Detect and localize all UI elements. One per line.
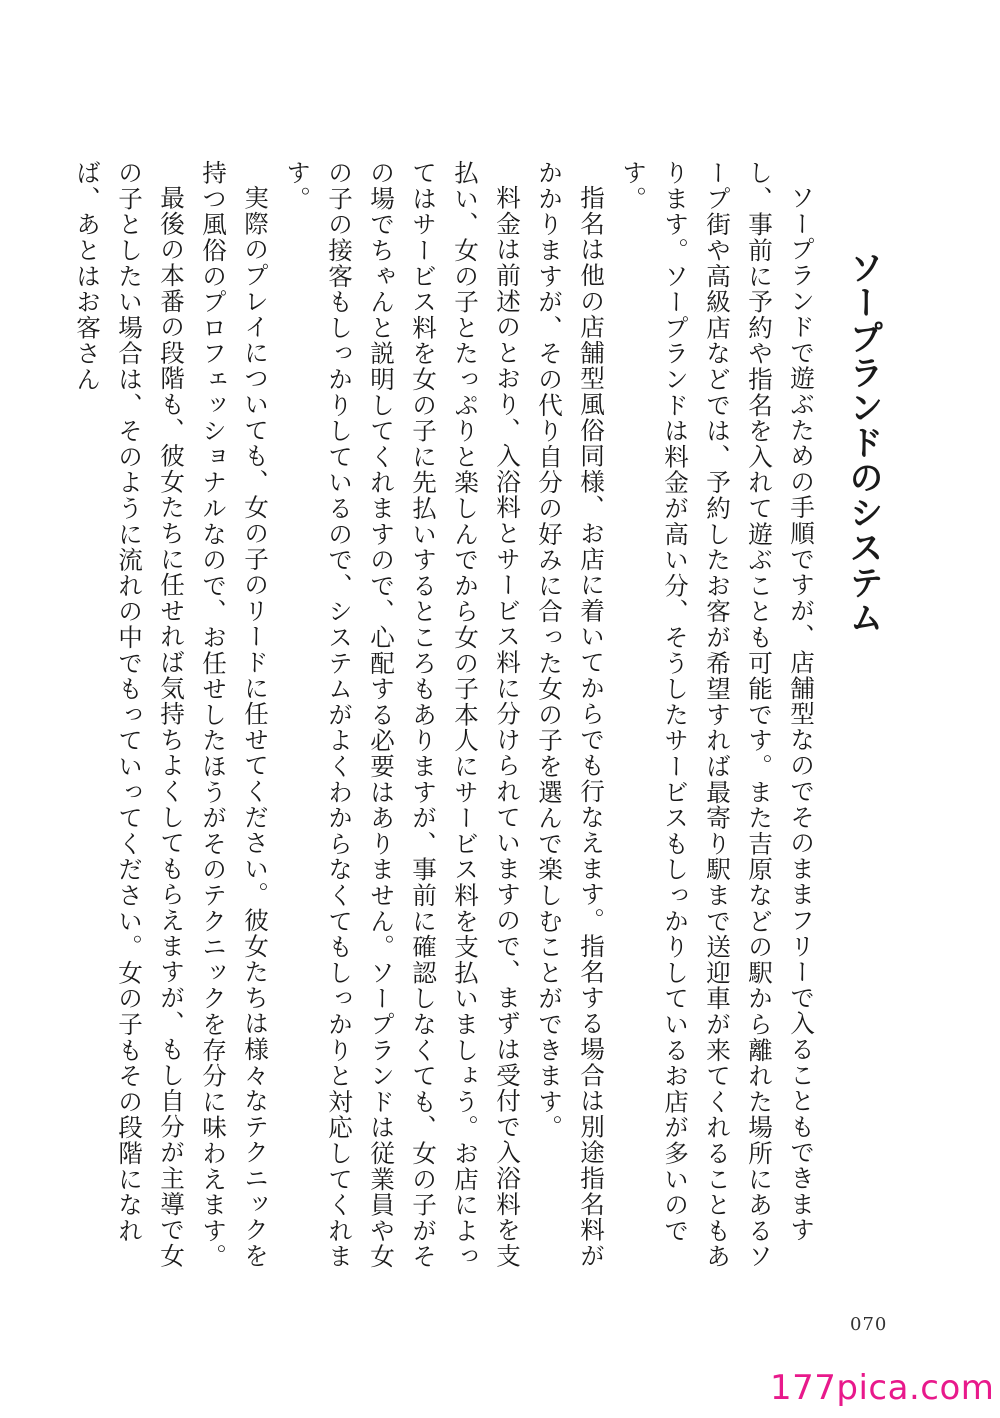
page-number: 070 <box>850 1314 888 1335</box>
paragraph: 実際のプレイについても、女の子のリードに任せてください。彼女たちは様々なテクニックを持つ風俗のプロフェッショナルなので、お任せしたほうがそのテクニックを存分に味わえます。 <box>199 160 270 1270</box>
page-title: ソープランドのシステム <box>843 250 883 635</box>
paragraph: 最後の本番の段階も、彼女たちに任せれば気持ちよくしてもらえますが、もし自分が主導で女の子としたい場合は、そのように流れの中でもっていってください。女の子もその段階になれば、あとはお客さん <box>73 160 186 1269</box>
watermark-text: 177pica.com <box>770 1368 995 1408</box>
paragraph: ソープランドで遊ぶための手順ですが、店舗型なのでそのままフリーで入ることもできますし、事前に予約や指名を入れて遊ぶことも可能です。また吉原などの駅から離れた場所にあるソープ街や高級店などでは、予約したお客が希望すれば最寄り駅まで送迎車が来てくれることもあります。ソープランドは料金が高い分、そうしたサービスもしっかりしているお店が多いのです。 <box>619 160 816 1270</box>
paragraph: 料金は前述のとおり、入浴料とサービス料に分けられていますので、まずは受付で入浴料を支払い、女の子とたっぷりと楽しんでから女の子本人にサービス料を支払いましょう。お店によってはサービス料を女の子に先払いするところもありますが、事前に確認しなくても、女の子がその場でちゃんと説明してくれますので、心配する必要はありません。ソープランドは従業員や女の子の接客もしっかりしているので、システムがよくわからなくてもしっかりと対応してくれます。 <box>283 160 522 1270</box>
body-text <box>73 160 822 1270</box>
paragraph: 指名は他の店舗型風俗同様、お店に着いてからでも行なえます。指名する場合は別途指名料がかかりますが、その代り自分の好みに合った女の子を選んで楽しむことができます。 <box>535 160 606 1269</box>
